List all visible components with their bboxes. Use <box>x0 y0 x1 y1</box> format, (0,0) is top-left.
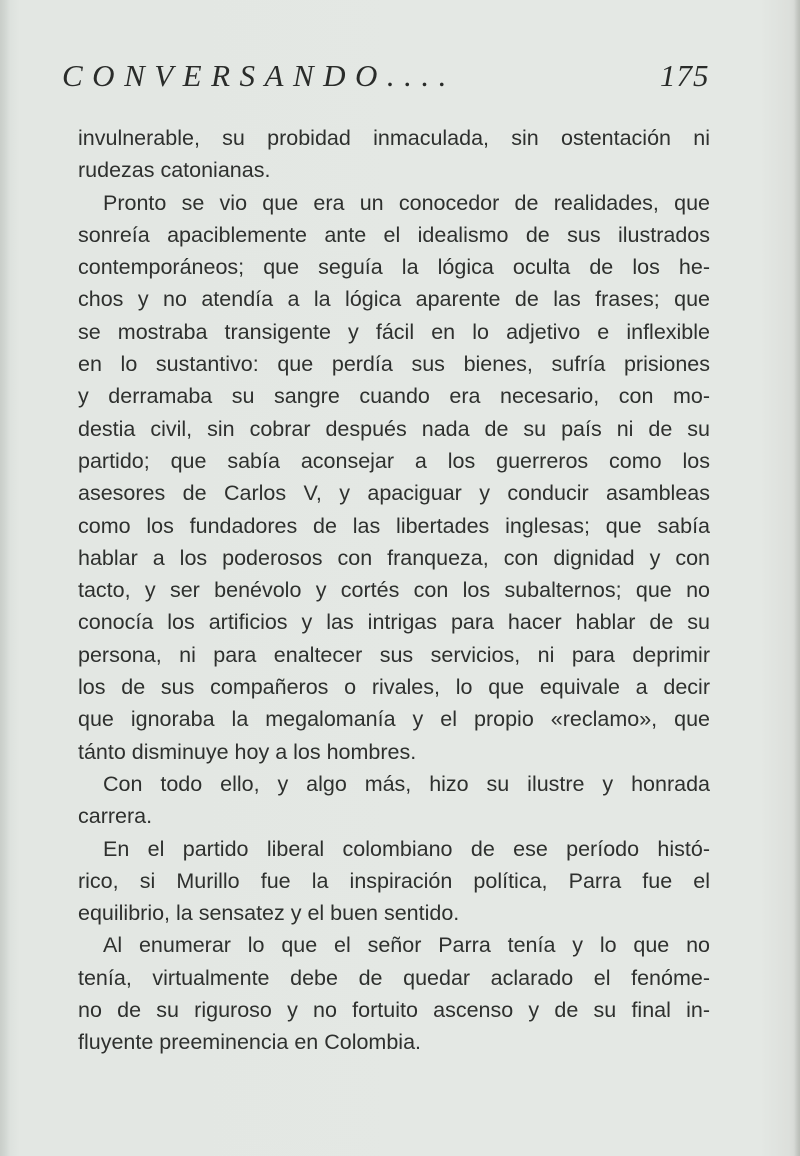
paragraph <box>78 187 710 768</box>
text-line: contemporáneos; que seguía la lógica oculta de los he- <box>78 255 710 280</box>
page-right-edge <box>794 0 800 1156</box>
text-line: sonreía apaciblemente ante el idealismo de sus ilustrados <box>78 222 710 247</box>
body-text <box>78 122 710 1059</box>
text-line: y derramaba su sangre cuando era necesario, con mo- <box>78 384 710 409</box>
text-line: Pronto se vio que era un conocedor de realidades, que <box>103 190 710 215</box>
text-line: asesores de Carlos V, y apaciguar y conducir asambleas <box>78 481 710 506</box>
text-line: equilibrio, la sensatez y el buen sentido. <box>78 901 460 926</box>
text-line: conocía los artificios y las intrigas para hacer hablar de su <box>78 610 710 635</box>
text-line: chos y no atendía a la lógica aparente de las frases; que <box>78 287 710 312</box>
text-line: hablar a los poderosos con franqueza, con dignidad y con <box>78 545 710 570</box>
text-line: tacto, y ser benévolo y cortés con los subalternos; que no <box>78 578 710 603</box>
text-line: que ignoraba la megalomanía y el propio «reclamo», que <box>78 707 710 732</box>
text-line: se mostraba transigente y fácil en lo adjetivo e inflexible <box>78 319 710 344</box>
text-line: tenía, virtualmente debe de quedar aclarado el fenóme- <box>78 965 710 990</box>
text-line: fluyente preeminencia en Colombia. <box>78 1030 422 1055</box>
text-line: persona, ni para enaltecer sus servicios, ni para deprimir <box>78 642 710 667</box>
text-line: partido; que sabía aconsejar a los guerreros como los <box>78 448 710 473</box>
text-line: rico, si Murillo fue la inspiración política, Parra fue el <box>78 868 710 893</box>
text-line: destia civil, sin cobrar después nada de su país ni de su <box>78 416 710 441</box>
text-line: En el partido liberal colombiano de ese período histó- <box>103 836 710 861</box>
running-title: CONVERSANDO.... <box>62 58 456 93</box>
text-line: Con todo ello, y algo más, hizo su ilustre y honrada <box>103 771 710 796</box>
text-line: tánto disminuye hoy a los hombres. <box>78 739 417 764</box>
paragraph <box>78 833 710 930</box>
text-line: carrera. <box>78 804 153 829</box>
paragraph <box>78 122 710 187</box>
paragraph <box>78 929 710 1058</box>
text-line: rudezas catonianas. <box>78 158 271 183</box>
page-left-edge <box>0 0 10 1156</box>
text-line: los de sus compañeros o rivales, lo que equivale a decir <box>78 675 710 700</box>
text-line: en lo sustantivo: que perdía sus bienes, sufría prisiones <box>78 352 710 377</box>
text-line: Al enumerar lo que el señor Parra tenía y lo que no <box>103 933 710 958</box>
page-number: 175 <box>660 58 710 93</box>
text-line: como los fundadores de las libertades inglesas; que sabía <box>78 513 710 538</box>
paragraph <box>78 768 710 833</box>
text-line: no de su riguroso y no fortuito ascenso y de su final in- <box>78 998 710 1023</box>
text-line: invulnerable, su probidad inmaculada, sin ostentación ni <box>78 126 710 150</box>
